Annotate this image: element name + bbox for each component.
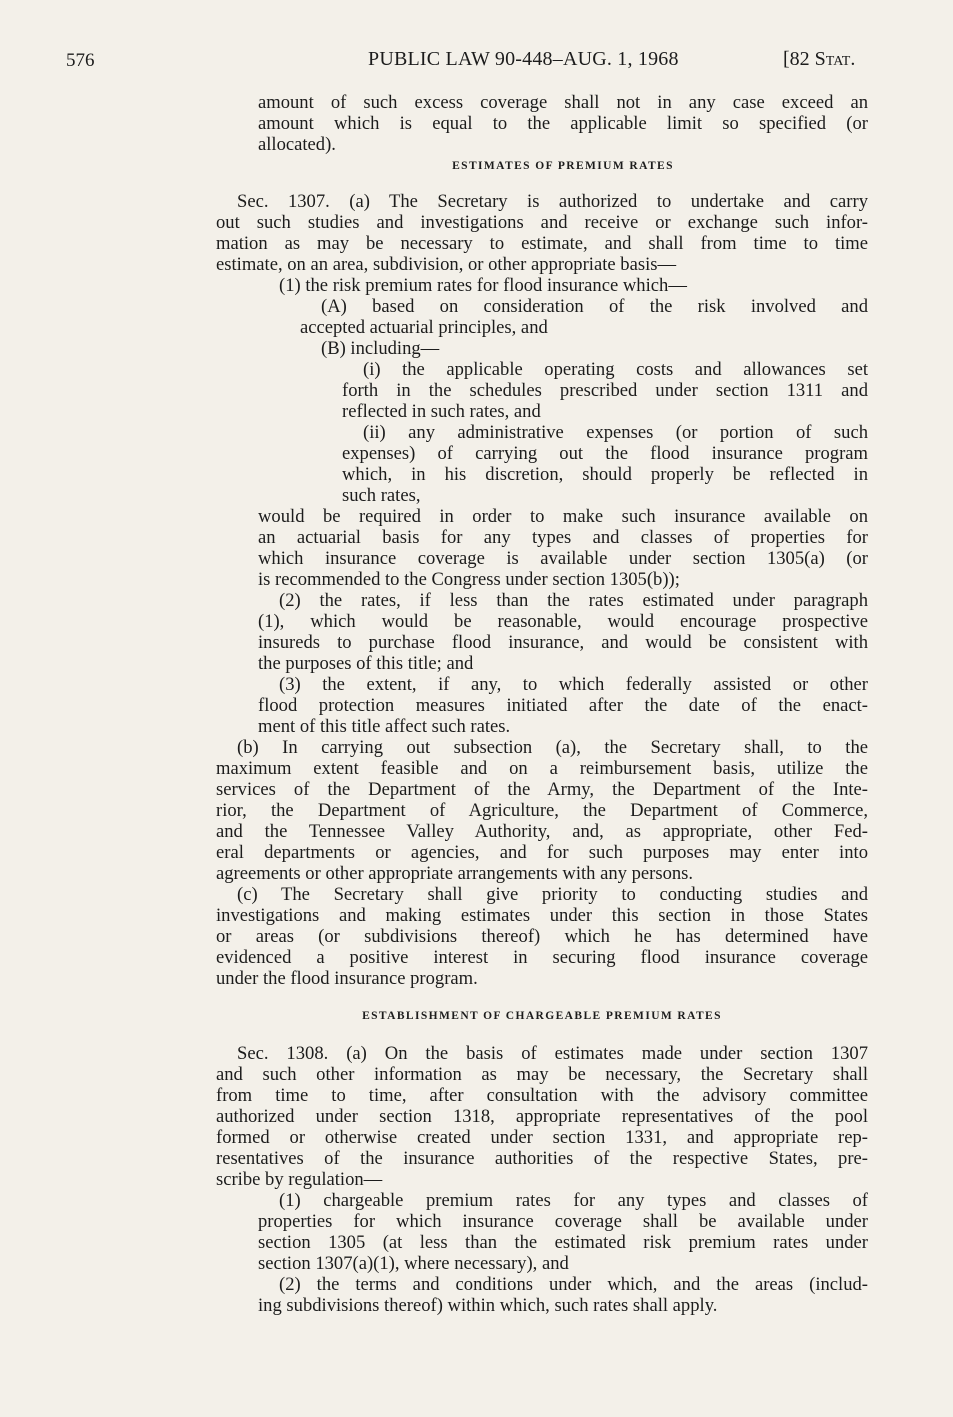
text-line: resentatives of the insurance authorities of the respective States, pre-: [216, 1148, 868, 1169]
text-line: agreements or other appropriate arrangements with any persons.: [216, 863, 694, 884]
text-line: services of the Department of the Army, the Department of the Inte-: [216, 779, 868, 800]
text-line: (B) including—: [321, 338, 440, 359]
text-line: accepted actuarial principles, and: [300, 317, 548, 338]
text-line: (1), which would be reasonable, would encourage prospective: [258, 611, 868, 632]
text-line: out such studies and investigations and receive or exchange such infor-: [216, 212, 868, 233]
text-line: (i) the applicable operating costs and allowances set: [363, 359, 868, 380]
text-line: rior, the Department of Agriculture, the Department of Commerce,: [216, 800, 868, 821]
text-line: (A) based on consideration of the risk involved and: [321, 296, 868, 317]
text-line: (1) the risk premium rates for flood insurance which—: [279, 275, 687, 296]
text-line: section 1307(a)(1), where necessary), and: [258, 1253, 569, 1274]
text-line: under the flood insurance program.: [216, 968, 478, 989]
text-line: evidenced a positive interest in securing flood insurance coverage: [216, 947, 868, 968]
text-line: mation as may be necessary to estimate, and shall from time to time: [216, 233, 868, 254]
text-line: forth in the schedules prescribed under section 1311 and: [342, 380, 868, 401]
text-line: maximum extent feasible and on a reimbursement basis, utilize the: [216, 758, 868, 779]
text-line: (2) the rates, if less than the rates estimated under paragraph: [279, 590, 868, 611]
page-header: [0, 46, 953, 76]
text-line: which, in his discretion, should properly be reflected in: [342, 464, 868, 485]
running-head: PUBLIC LAW 90-448–AUG. 1, 1968: [368, 48, 679, 70]
section-heading-1308: ESTABLISHMENT OF CHARGEABLE PREMIUM RATES: [362, 1010, 722, 1022]
text-line: and the Tennessee Valley Authority, and, as appropriate, other Fed-: [216, 821, 868, 842]
text-line: (ii) any administrative expenses (or portion of such: [363, 422, 868, 443]
text-line: is recommended to the Congress under section 1305(b));: [258, 569, 680, 590]
text-line: (1) chargeable premium rates for any types and classes of: [279, 1190, 868, 1211]
text-line: insureds to purchase flood insurance, and would be consistent with: [258, 632, 868, 653]
text-line: section 1305 (at less than the estimated risk premium rates under: [258, 1232, 868, 1253]
text-line: ing subdivisions thereof) within which, such rates shall apply.: [258, 1295, 718, 1316]
text-line: (c) The Secretary shall give priority to conducting studies and: [237, 884, 868, 905]
text-line: would be required in order to make such insurance available on: [258, 506, 868, 527]
text-line: Sec. 1308. (a) On the basis of estimates made under section 1307: [237, 1043, 868, 1064]
text-line: flood protection measures initiated after the date of the enact-: [258, 695, 868, 716]
text-line: such rates,: [342, 485, 421, 506]
text-line: formed or otherwise created under section 1331, and appropriate rep-: [216, 1127, 868, 1148]
text-line: from time to time, after consultation with the advisory committee: [216, 1085, 868, 1106]
text-line: an actuarial basis for any types and classes of properties for: [258, 527, 868, 548]
text-line: which insurance coverage is available under section 1305(a) (or: [258, 548, 868, 569]
text-line: authorized under section 1318, appropriate representatives of the pool: [216, 1106, 868, 1127]
text-line: properties for which insurance coverage shall be available under: [258, 1211, 868, 1232]
text-line: Sec. 1307. (a) The Secretary is authorized to undertake and carry: [237, 191, 868, 212]
text-line: (2) the terms and conditions under which, and the areas (includ-: [279, 1274, 868, 1295]
text-line: reflected in such rates, and: [342, 401, 541, 422]
text-line: allocated).: [258, 134, 336, 155]
text-line: the purposes of this title; and: [258, 653, 474, 674]
text-line: estimate, on an area, subdivision, or other appropriate basis—: [216, 254, 677, 275]
text-line: investigations and making estimates under this section in those States: [216, 905, 868, 926]
text-line: expenses) of carrying out the flood insurance program: [342, 443, 868, 464]
text-line: ment of this title affect such rates.: [258, 716, 511, 737]
text-line: amount which is equal to the applicable limit so specified (or: [258, 113, 868, 134]
text-line: and such other information as may be necessary, the Secretary shall: [216, 1064, 868, 1085]
page-number: 576: [66, 50, 95, 71]
text-line: (3) the extent, if any, to which federally assisted or other: [279, 674, 868, 695]
text-line: scribe by regulation—: [216, 1169, 383, 1190]
text-line: (b) In carrying out subsection (a), the Secretary shall, to the: [237, 737, 868, 758]
text-line: or areas (or subdivisions thereof) which he has determined have: [216, 926, 868, 947]
section-heading-1307: ESTIMATES OF PREMIUM RATES: [452, 160, 674, 172]
text-line: amount of such excess coverage shall not in any case exceed an: [258, 92, 868, 113]
text-line: eral departments or agencies, and for such purposes may enter into: [216, 842, 868, 863]
statute-volume: [82 Stat.: [783, 48, 856, 70]
